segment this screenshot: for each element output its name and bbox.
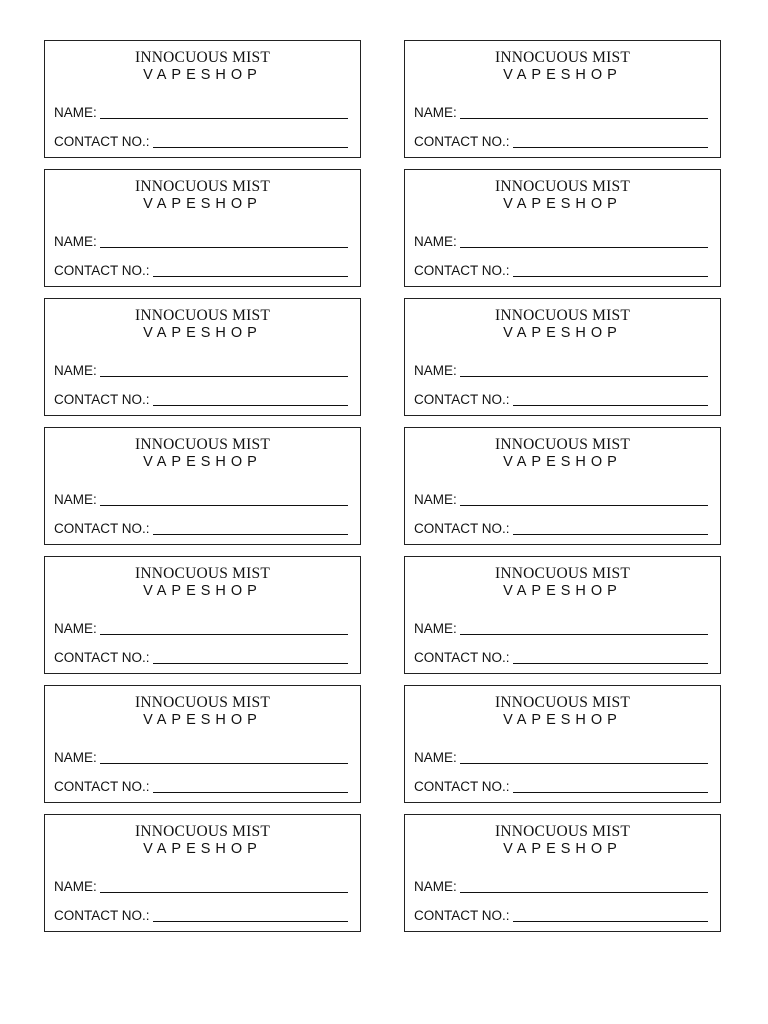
brand-name: INNOCUOUS MIST [135, 823, 270, 840]
name-field [414, 492, 708, 507]
label-card [404, 556, 721, 674]
name-field [414, 750, 708, 765]
contact-blank-line [513, 147, 708, 148]
label-card [404, 814, 721, 932]
contact-blank-line [513, 792, 708, 793]
name-blank-line [460, 118, 708, 119]
name-blank-line [100, 892, 348, 893]
label-card [404, 685, 721, 803]
brand-name: INNOCUOUS MIST [495, 694, 630, 711]
contact-field [54, 263, 348, 278]
shop-type: VAPESHOP [143, 196, 262, 212]
shop-type: VAPESHOP [503, 712, 622, 728]
contact-label: CONTACT NO.: [414, 650, 510, 665]
name-blank-line [100, 247, 348, 248]
name-label: NAME: [54, 750, 97, 765]
contact-label: CONTACT NO.: [54, 908, 150, 923]
name-field [414, 105, 708, 120]
shop-type: VAPESHOP [503, 454, 622, 470]
shop-type: VAPESHOP [503, 841, 622, 857]
brand-name: INNOCUOUS MIST [135, 694, 270, 711]
label-card [404, 298, 721, 416]
contact-label: CONTACT NO.: [414, 263, 510, 278]
shop-type: VAPESHOP [503, 583, 622, 599]
contact-blank-line [513, 921, 708, 922]
brand-name: INNOCUOUS MIST [135, 436, 270, 453]
brand-name: INNOCUOUS MIST [135, 565, 270, 582]
label-card [44, 40, 361, 158]
contact-field [414, 521, 708, 536]
contact-field [54, 521, 348, 536]
contact-label: CONTACT NO.: [54, 779, 150, 794]
shop-type: VAPESHOP [503, 325, 622, 341]
contact-blank-line [513, 405, 708, 406]
contact-field [414, 263, 708, 278]
name-label: NAME: [414, 750, 457, 765]
name-blank-line [460, 505, 708, 506]
brand-name: INNOCUOUS MIST [135, 178, 270, 195]
contact-blank-line [153, 921, 348, 922]
brand-name: INNOCUOUS MIST [495, 178, 630, 195]
contact-field [54, 779, 348, 794]
contact-label: CONTACT NO.: [54, 263, 150, 278]
label-card [44, 556, 361, 674]
label-card [404, 40, 721, 158]
contact-blank-line [153, 663, 348, 664]
name-label: NAME: [54, 234, 97, 249]
name-label: NAME: [414, 492, 457, 507]
name-field [54, 105, 348, 120]
contact-field [54, 908, 348, 923]
name-label: NAME: [54, 105, 97, 120]
contact-field [414, 134, 708, 149]
name-label: NAME: [414, 363, 457, 378]
name-label: NAME: [54, 879, 97, 894]
contact-blank-line [513, 663, 708, 664]
contact-label: CONTACT NO.: [414, 779, 510, 794]
contact-blank-line [153, 147, 348, 148]
contact-field [54, 650, 348, 665]
name-field [54, 363, 348, 378]
shop-type: VAPESHOP [143, 841, 262, 857]
label-card [44, 427, 361, 545]
name-field [54, 492, 348, 507]
shop-type: VAPESHOP [503, 196, 622, 212]
shop-type: VAPESHOP [143, 454, 262, 470]
contact-label: CONTACT NO.: [414, 392, 510, 407]
shop-type: VAPESHOP [143, 583, 262, 599]
name-blank-line [460, 247, 708, 248]
label-card [44, 685, 361, 803]
shop-type: VAPESHOP [503, 67, 622, 83]
label-card [404, 427, 721, 545]
name-blank-line [100, 763, 348, 764]
label-card [404, 169, 721, 287]
name-label: NAME: [414, 234, 457, 249]
contact-label: CONTACT NO.: [54, 650, 150, 665]
name-field [414, 621, 708, 636]
brand-name: INNOCUOUS MIST [495, 307, 630, 324]
contact-label: CONTACT NO.: [54, 392, 150, 407]
shop-type: VAPESHOP [143, 67, 262, 83]
brand-name: INNOCUOUS MIST [135, 49, 270, 66]
name-blank-line [100, 376, 348, 377]
name-label: NAME: [54, 363, 97, 378]
contact-field [414, 650, 708, 665]
name-blank-line [460, 763, 708, 764]
contact-field [414, 779, 708, 794]
contact-field [414, 392, 708, 407]
contact-blank-line [513, 276, 708, 277]
contact-blank-line [153, 534, 348, 535]
contact-label: CONTACT NO.: [54, 134, 150, 149]
brand-name: INNOCUOUS MIST [135, 307, 270, 324]
label-card [44, 169, 361, 287]
name-field [414, 879, 708, 894]
contact-label: CONTACT NO.: [414, 908, 510, 923]
contact-field [54, 392, 348, 407]
brand-name: INNOCUOUS MIST [495, 49, 630, 66]
name-blank-line [100, 505, 348, 506]
contact-field [414, 908, 708, 923]
contact-label: CONTACT NO.: [54, 521, 150, 536]
name-field [54, 234, 348, 249]
name-field [54, 621, 348, 636]
label-card [44, 814, 361, 932]
name-field [54, 879, 348, 894]
contact-label: CONTACT NO.: [414, 521, 510, 536]
brand-name: INNOCUOUS MIST [495, 565, 630, 582]
brand-name: INNOCUOUS MIST [495, 436, 630, 453]
name-label: NAME: [414, 879, 457, 894]
contact-blank-line [513, 534, 708, 535]
name-label: NAME: [54, 621, 97, 636]
contact-field [54, 134, 348, 149]
name-blank-line [460, 892, 708, 893]
name-blank-line [460, 376, 708, 377]
contact-blank-line [153, 276, 348, 277]
name-label: NAME: [414, 621, 457, 636]
name-blank-line [100, 634, 348, 635]
name-label: NAME: [414, 105, 457, 120]
name-field [414, 363, 708, 378]
name-blank-line [460, 634, 708, 635]
contact-blank-line [153, 792, 348, 793]
name-blank-line [100, 118, 348, 119]
label-card [44, 298, 361, 416]
contact-label: CONTACT NO.: [414, 134, 510, 149]
name-label: NAME: [54, 492, 97, 507]
brand-name: INNOCUOUS MIST [495, 823, 630, 840]
contact-blank-line [153, 405, 348, 406]
shop-type: VAPESHOP [143, 712, 262, 728]
shop-type: VAPESHOP [143, 325, 262, 341]
name-field [414, 234, 708, 249]
name-field [54, 750, 348, 765]
